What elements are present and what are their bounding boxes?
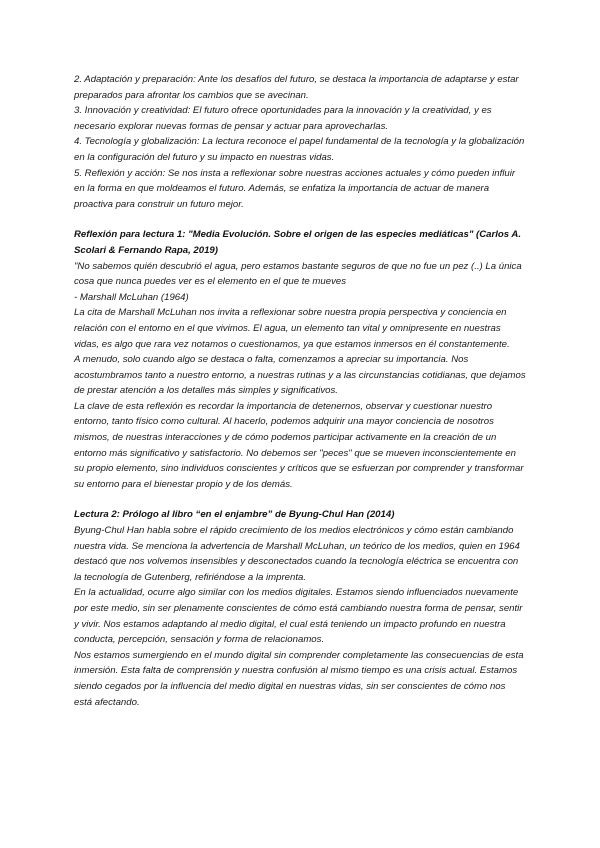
section2-paragraph: Byung-Chul Han habla sobre el rápido crecimiento de los medios electrónicos y cómo están cambiando nuestra vida. Se menciona la advertencia de Marshall McLuhan, un teórico de los medios, quien en 1964 destacó que nos volvemos insensibles y desconectados cuando la tecnología eléctrica se encuentra con la tecnología de Gutenberg, refiriéndose a la imprenta.: [74, 525, 520, 583]
section1-paragraph: La clave de esta reflexión es recordar la importancia de detenernos, observar y cuestionar nuestro entorno, tanto físico como cultural. Al hacerlo, podemos adquirir una mayor conciencia de nosotros mismos, de nuestras interacciones y de cómo podemos participar activamente en la creación de un entorno más significativo y satisfactorio. No debemos ser "peces" que se mueven inconscientemente en su propio elemento, sino individuos conscientes y críticos que se esfuerzan por comprender y transformar su entorno para el bienestar propio y de los demás.: [74, 400, 524, 490]
list-item: 3. Innovación y creatividad: El futuro ofrece oportunidades para la innovación y la creatividad, y es necesario explorar nuevas formas de pensar y actuar para aprovecharlas.: [74, 105, 492, 132]
list-item: 5. Reflexión y acción: Se nos insta a reflexionar sobre nuestras acciones actuales y cómo pueden influir en la forma en que moldeamos el futuro. Además, se enfatiza la importancia de actuar de manera proactiva para construir un futuro mejor.: [74, 167, 516, 210]
list-item: 2. Adaptación y preparación: Ante los desafíos del futuro, se destaca la importancia de adaptarse y estar preparados para afrontar los cambios que se avecinan.: [74, 74, 519, 101]
section2-paragraph: Nos estamos sumergiendo en el mundo digital sin comprender completamente las consecuencias de esta inmersión. Esta falta de comprensión y nuestra confusión al mismo tiempo es una crisis actual. Estamos siendo cegados por la influencia del medio digital en nuestras vidas, sin ser conscientes de cómo nos está afectando.: [74, 649, 524, 708]
section1-attribution: - Marshall McLuhan (1964): [74, 291, 189, 303]
section1-paragraph: A menudo, solo cuando algo se destaca o falta, comenzamos a apreciar su importancia. Nos acostumbramos tanto a nuestro entorno, a nuestras rutinas y a las circunstancias cotidianas, que dejamos de prestar atención a los detalles más simples y significativos.: [74, 354, 526, 397]
section2-paragraph: En la actualidad, ocurre algo similar con los medios digitales. Estamos siendo influenciados nuevamente por este medio, sin ser plenamente conscientes de cómo está cambiando nuestra forma de pensar, sentir y vivir. Nos estamos adaptando al medio digital, el cual está teniendo un impacto profundo en nuestra conducta, percepción, sensación y forma de relacionamos.: [74, 587, 523, 646]
section-spacer: [74, 212, 526, 227]
section2-heading: Lectura 2: Prólogo al libro “en el enjambre” de Byung-Chul Han (2014): [74, 509, 395, 521]
section-spacer: [74, 492, 526, 507]
section1-paragraph: La cita de Marshall McLuhan nos invita a reflexionar sobre nuestra propia perspectiva y conciencia en relación con el entorno en el que vivimos. El agua, un elemento tan vital y omnipresente en nuestras vidas, es algo que rara vez notamos o cuestionamos, ya que estamos inmersos en él constantemente.: [74, 307, 510, 350]
section1-quote: "No sabemos quién descubrió el agua, pero estamos bastante seguros de que no fue un pez (..) La única cosa que nunca puedes ver es el elemento en el que te mueves: [74, 260, 522, 288]
section1-heading: Reflexión para lectura 1: "Media Evolución. Sobre el origen de las especies mediáticas" (Carlos A. Scolari & Fernando Rapa, 2019): [74, 229, 522, 256]
list-item: 4. Tecnología y globalización: La lectura reconoce el papel fundamental de la tecnología y la globalización en la configuración del futuro y su impacto en nuestras vidas.: [74, 136, 525, 163]
document-body: [74, 72, 526, 710]
